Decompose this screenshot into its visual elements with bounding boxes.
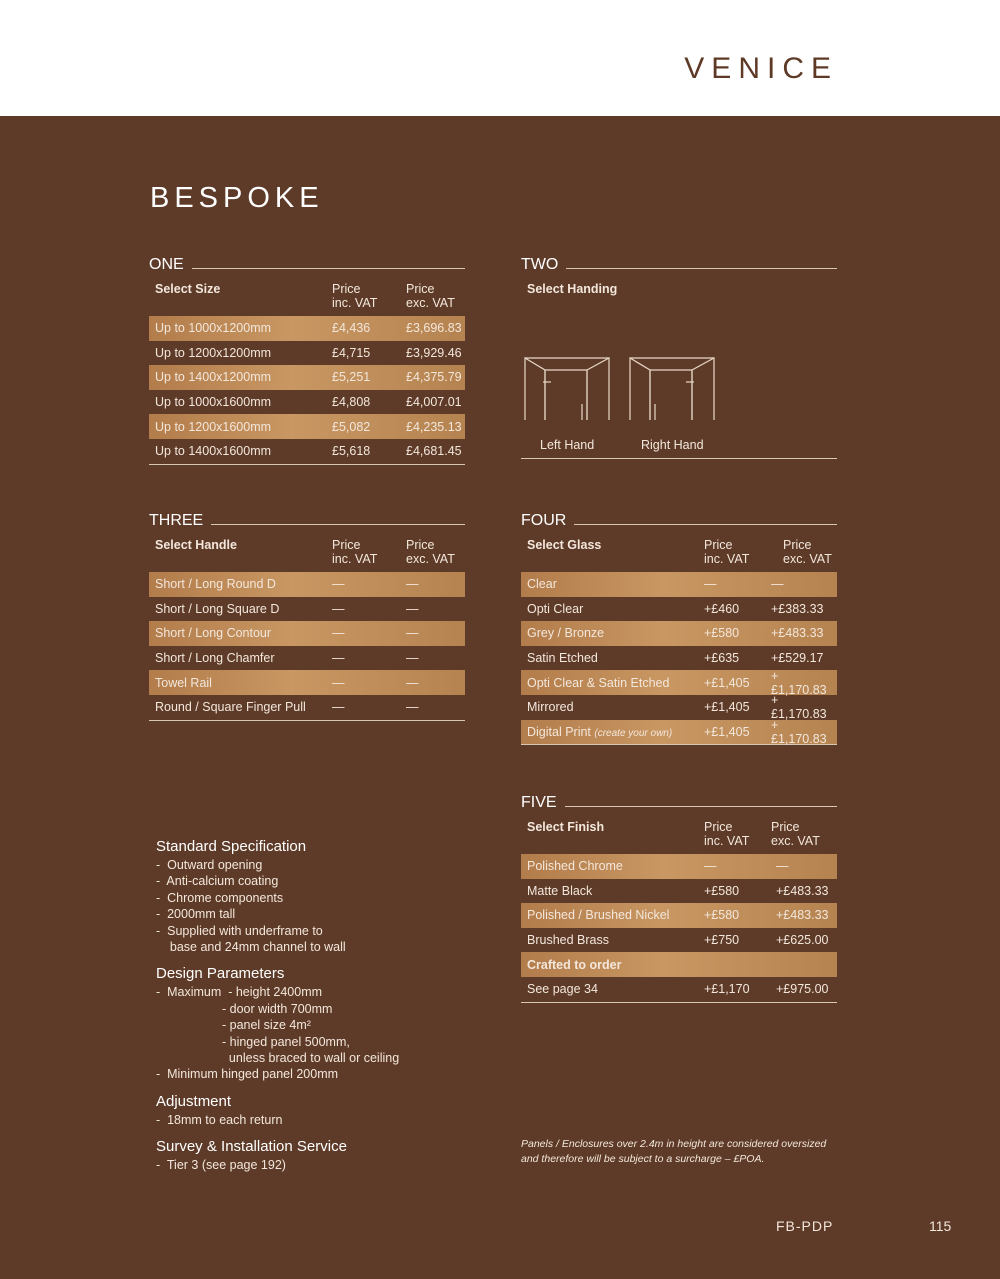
standard-spec-text: - Outward opening - Anti-calcium coating - Chrome components - 2000mm tall - Supplied with underframe to base and 24mm channel to wall [156,858,346,955]
standard-spec-heading: Standard Specification [156,838,307,855]
table-row: Up to 1000x1200mm £4,436 £3,696.83 [149,316,465,341]
table-row: Towel Rail — — [149,670,465,695]
footer-code: FB-PDP [776,1218,834,1234]
table-header: Select Size Price inc. VAT Price exc. VAT [155,282,455,310]
table-bottom-rule [149,720,465,721]
table-row: Polished Chrome — — [521,854,837,879]
table-row: Digital Print (create your own) +£1,405 +£1,170.83 [521,720,837,745]
table-header: Select Finish Price inc. VAT Price exc. VAT [527,820,820,848]
table-row: Short / Long Square D — — [155,601,419,616]
table-row: Short / Long Contour — — [149,621,465,646]
left-hand-label: Left Hand [540,438,595,452]
table-row: Clear — — [521,572,837,597]
page-title: BESPOKE [150,182,324,214]
section-title: FIVE [521,792,837,814]
table-row: Short / Long Round D — — [149,572,465,597]
table-row: Up to 1200x1200mm £4,715 £3,929.46 [155,345,462,360]
brand-title: VENICE [684,52,838,85]
section-title: ONE [149,254,465,276]
table-header: Select Handle Price inc. VAT Price exc. VAT [155,538,455,566]
table-row: Round / Square Finger Pull — — [155,700,419,715]
table-row: Matte Black +£580 +£483.33 [527,883,829,898]
table-bottom-rule [149,464,465,465]
table-bottom-rule [521,1002,837,1003]
section-five [521,792,837,1003]
page-header [0,0,1000,116]
section-title: THREE [149,510,465,532]
table-row: See page 34 +£1,170 +£975.00 [527,982,829,997]
section-title: TWO [521,254,837,276]
table-header: Select Glass Price inc. VAT Price exc. VAT [527,538,832,566]
section-title: FOUR [521,510,837,532]
section-one [149,254,465,465]
crafted-to-order-row: Crafted to order [521,952,837,977]
right-hand-enclosure-icon [630,358,714,420]
table-row: Up to 1400x1200mm £5,251 £4,375.79 [149,365,465,390]
design-params-text: - Maximum - height 2400mm - door width 700mm - panel size 4m² - hinged panel 500mm, unless braced to wall or ceiling - Minimum hinged panel 200mm [156,985,400,1082]
design-params-heading: Design Parameters [156,965,285,983]
page-number: 115 [929,1218,952,1234]
table-row: Up to 1000x1600mm £4,808 £4,007.01 [155,395,462,410]
oversize-note: Panels / Enclosures over 2.4m in height are considered oversized and therefore will be subject to a surcharge – £POA. [521,1138,827,1165]
table-header: Select Handing [527,282,618,296]
left-hand-enclosure-icon [525,358,609,420]
table-row: Brushed Brass +£750 +£625.00 [527,933,829,948]
table-row: Opti Clear +£460 +£383.33 [527,601,824,616]
table-row: Mirrored +£1,405 +£1,170.83 [527,693,827,722]
table-row: Opti Clear & Satin Etched +£1,405 +£1,170.83 [521,670,837,695]
table-row: Short / Long Chamfer — — [155,651,419,666]
table-row: Up to 1400x1600mm £5,618 £4,681.45 [155,444,462,459]
table-row: Grey / Bronze +£580 +£483.33 [521,621,837,646]
table-bottom-rule [521,458,837,459]
table-row: Satin Etched +£635 +£529.17 [527,651,824,666]
survey-heading: Survey & Installation Service [156,1138,347,1156]
table-row: Up to 1200x1600mm £5,082 £4,235.13 [149,414,465,439]
section-four [521,510,837,745]
handing-diagram [521,304,837,420]
survey-text: - Tier 3 (see page 192) [156,1158,286,1173]
section-three [149,510,465,721]
adjustment-text: - 18mm to each return [156,1112,283,1127]
specification-block [156,832,476,1174]
adjustment-heading: Adjustment [156,1092,232,1110]
right-hand-label: Right Hand [641,438,704,452]
section-two [521,254,837,459]
table-row: Polished / Brushed Nickel +£580 +£483.33 [521,903,837,928]
